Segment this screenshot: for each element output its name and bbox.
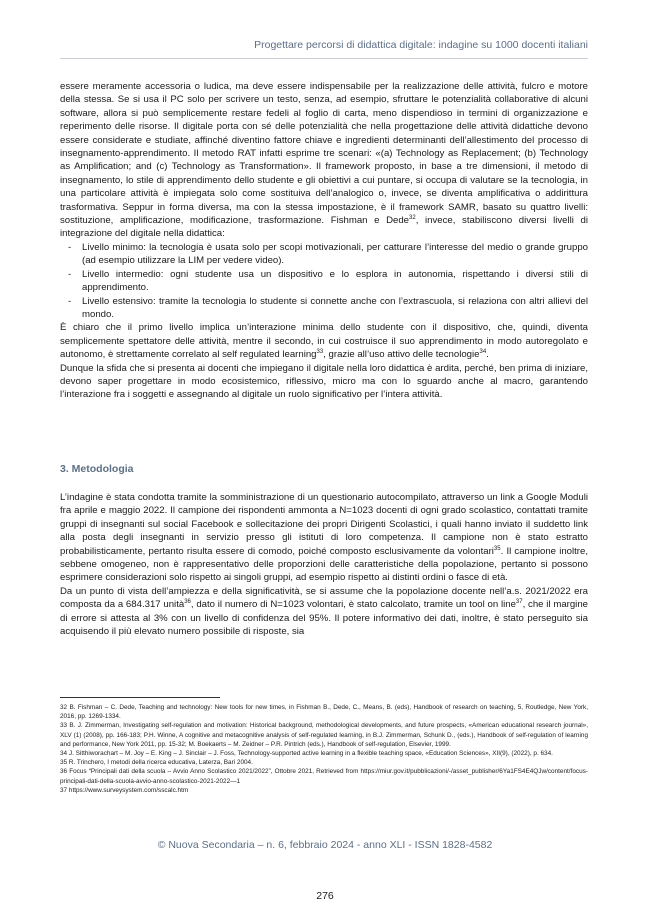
paragraph: Dunque la sfida che si presenta ai docenti che impiegano il digitale nella loro didattica è ardita, perché, ben prima di iniziare, devono saper progettare in modo ecosistemico, riflessivo, micro ma con lo sguardo anche al macro, garantendo l’interazione fra i soggetti e assegnando al digitale un ruolo significativo per l’intera attività. [60, 362, 588, 401]
footnotes [60, 703, 588, 795]
header-rule [60, 58, 588, 59]
section-text [60, 491, 588, 638]
journal-footer: © Nuova Secondaria – n. 6, febbraio 2024 - anno XLI - ISSN 1828-4582 [157, 839, 493, 851]
list-item: - Livello estensivo: tramite la tecnologia lo studente si connette anche con l’extrascuola, si relaziona con altri allievi del mondo. [68, 295, 588, 320]
footnote-ref[interactable]: 33 [316, 348, 324, 355]
footnote-ref[interactable]: 36 [184, 599, 191, 606]
running-header: Progettare percorsi di didattica digitale: indagine su 1000 docenti italiani [254, 39, 588, 51]
main-text [60, 80, 588, 402]
page-number: 276 [316, 890, 334, 902]
footnote-ref[interactable]: 32 [409, 214, 416, 221]
list-item: - Livello minimo: la tecnologia è usata solo per scopi motivazionali, per catturare l’interesse del medio o grande gruppo (ad esempio utilizzare la LIM per vedere video). [68, 241, 588, 267]
dash-bullet: - [68, 268, 72, 280]
footnote: 32 B. Fishman – C. Dede, Teaching and technology: New tools for new times, in Fishman B., Dede, C., Means, B. (eds), Handbook of research on teaching, 5, Routledge, New York, 2016, pp. 1269-1334. [60, 704, 588, 721]
dash-bullet: - [68, 241, 72, 253]
levels-list [60, 241, 588, 321]
paragraph: essere meramente accessoria o ludica, ma deve essere indispensabile per la realizzazione delle attività, fulcro e motore della stessa. Se si usa il PC solo per scrivere un testo, senza, ad esempio, sfruttare le potenzialità collaborative di alcuni software, allora si può semplicemente restare fedeli al foglio di carta, meno dispendioso in termini di organizzazione e reperimento delle risorse. Il digitale porta con sé delle potenzialità che nella progettazione delle attività didattiche devono essere considerate e studiate, affinché diventino fattore chiave e ingredienti determinanti dell’allestimento del processo di insegnamento-apprendimento. Il metodo RAT infatti esprime tre scenari: «(a) Technology as Replacement; (b) Technology as Amplification; and (c) Technology as Transformation». Il framework proposto, in base a tre dimensioni, il metodo di insegnamento, lo stile di apprendimento dello studente e gli obiettivi a cui puntare, si occupa di valutare se la tecnologia, in una particolare attività è impiegata solo come sostituiva dell’analogico o, invece, se diventa amplificativa o addirittura trasformativa. Seppur in forma diversa, ma con la stessa impostazione, è il framework SAMR, basato su quattro livelli: sostituzione, amplificazione, modificazione, trasformazione. Fishman e Dede$^{32}$, invece, stabiliscono diversi livelli di integrazione del digitale nella didattica: [60, 81, 589, 240]
footnote: 37 https://www.surveysystem.com/sscalc.htm [60, 786, 189, 794]
footnote-rule [60, 697, 220, 698]
footnote: 35 R. Trinchero, I metodi della ricerca educativa, Laterza, Bari 2004. [60, 759, 253, 767]
footnote: 33 B. J. Zimmerman, Investigating self-regulation and motivation: Historical background, methodological developments, and future prospects, «American educational research journal», XLV (1) (2008), pp. 166-183; P.H. Winne, A cognitive and metacognitive analysis of self-regulated learning, in B.J. Zimmerman, Schunk D., (eds.), Handbook of self-regulation of learning and performance, New York 2011, pp. 15-32; M. Boekaerts – M. Zeidner – P.R. Pintrich (eds.), Handbook of self-regulation, Elsevier, 1999. [60, 722, 588, 748]
paragraph: È chiaro che il primo livello implica un’interazione minima dello studente con il dispositivo, che, quindi, diventa semplicemente spettatore delle attività, mentre il secondo, in cui costruisce il suo apprendimento in modo autoregolato e autonomo, è strettamente correlato al self regulated learning$^{33}$, grazie all’uso attivo delle tecnologie$^{34}$. [60, 322, 588, 361]
footnote: 34 J. Sitthiworachart – M. Joy – E. King – J. Sinclair – J. Foss, Technology-supported active learning in a flexible teaching space, «Education Sciences», XII(9), (2022), p. 634. [60, 750, 553, 758]
footnote-ref[interactable]: 35 [493, 545, 501, 552]
footnote: 36 Focus “Principali dati della scuola – Avvio Anno Scolastico 2021/2022”, Ottobre 2021, Retrieved from https://miur.gov.it/pubblicazioni/-/asset_publisher/6Ya1FS4E4QJw/content/focus-principali-dati-della-scuola-avvio-anno-scolastico-2021-2022—1 [60, 768, 588, 785]
footnote-ref[interactable]: 37 [515, 599, 523, 606]
section-heading: 3. Metodologia [60, 463, 134, 475]
paragraph: Da un punto di vista dell’ampiezza e della significatività, se si assume che la popolazione docente nell’a.s. 2021/2022 era composta da a 684.317 unità$^{36}$, dato il numero di N=1023 volontari, è stato calcolato, tramite un tool on line$^{37}$, che il margine di errore si attesta al 3% con un livello di confidenza del 95%. Il potere informativo dei dati, inoltre, è stato perseguito sia acquisendo il più elevato numero possibile di risposte, sia [60, 585, 588, 638]
footnote-ref[interactable]: 34 [479, 348, 487, 355]
paragraph: L’indagine è stata condotta tramite la somministrazione di un questionario autocompilato, attraverso un link a Google Moduli fra aprile e maggio 2022. Il campione dei rispondenti ammonta a N=1023 docenti di ogni grado scolastico, contattati tramite gruppi di insegnanti sul social Facebook e sollecitazione dei propri Dirigenti Scolastici, i quali hanno inviato il suddetto link alla posta degli insegnanti in servizio presso gli istituti di loro competenza. Il campione non è stato estratto probabilisticamente, pertanto risulta essere di comodo, poiché composto esclusivamente da volontari$^{35}$. Il campione inoltre, sebbene omogeneo, non è rappresentativo delle proporzioni delle caratteristiche della popolazione, pertanto si possono esprimere considerazioni solo rispetto ai singoli gruppi, ad esempio rispetto ai distinti ordini o fasce di età. [60, 492, 588, 584]
list-item: - Livello intermedio: ogni studente usa un dispositivo e lo esplora in autonomia, rispettando i diversi stili di apprendimento. [68, 268, 588, 294]
dash-bullet: - [68, 295, 72, 307]
